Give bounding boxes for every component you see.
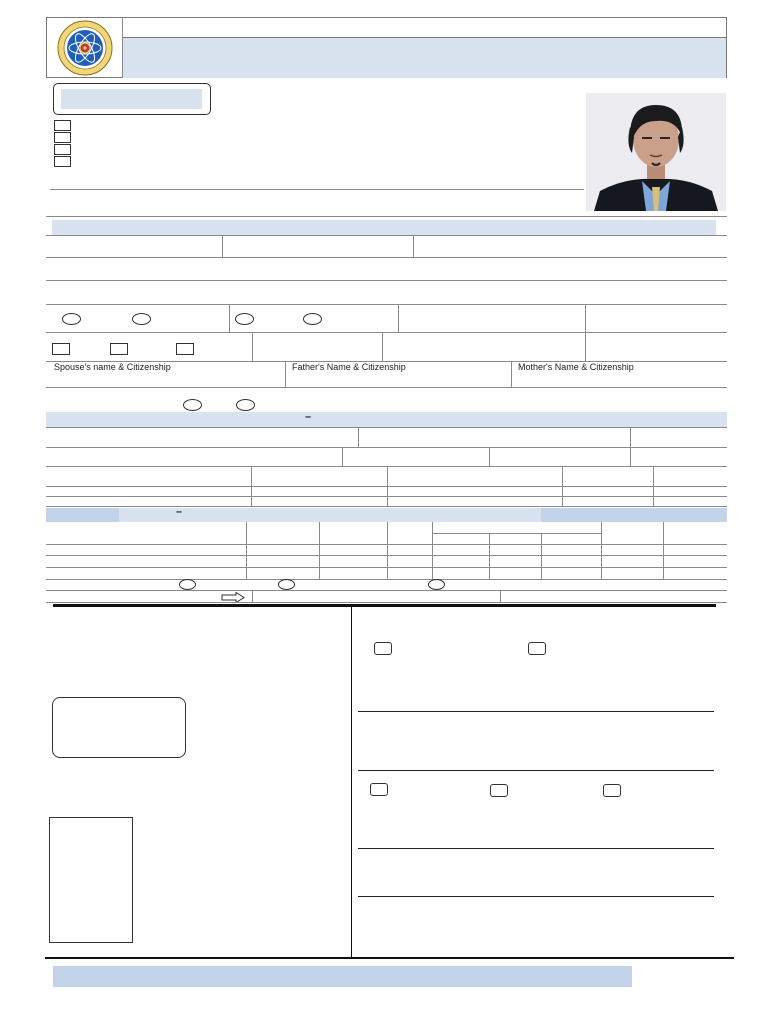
checkbox-option-2[interactable] xyxy=(54,132,71,143)
right-rule-3 xyxy=(358,848,714,849)
option-radio-1[interactable] xyxy=(179,579,196,590)
col-line xyxy=(222,235,223,257)
header-title-band xyxy=(123,37,726,78)
col-line xyxy=(511,361,512,387)
right-rule-4 xyxy=(358,896,714,897)
checkbox-civil-3[interactable] xyxy=(176,343,194,355)
section-top-rule xyxy=(46,216,727,217)
status-radio-2[interactable] xyxy=(303,313,322,325)
checkbox-right-2[interactable] xyxy=(528,642,546,655)
row-line xyxy=(46,579,727,580)
col-line xyxy=(285,361,286,387)
checkbox-civil-2[interactable] xyxy=(110,343,128,355)
col-line xyxy=(541,533,542,579)
row-line xyxy=(46,280,727,281)
row-line xyxy=(46,590,727,591)
yes-radio[interactable] xyxy=(183,399,202,411)
applicant-photo-icon xyxy=(586,93,726,211)
col-line xyxy=(252,332,253,362)
row-line xyxy=(46,496,727,497)
sex-radio-1[interactable] xyxy=(62,313,81,325)
col-line xyxy=(342,447,343,467)
row-line xyxy=(46,235,727,236)
col-line xyxy=(246,522,247,579)
right-rule-2 xyxy=(358,770,714,771)
row-line xyxy=(46,387,727,388)
col-line xyxy=(319,522,320,579)
header-rule xyxy=(50,189,584,190)
checkbox-right-3[interactable] xyxy=(370,783,388,796)
checkbox-option-3[interactable] xyxy=(54,144,71,155)
row-line xyxy=(46,602,727,603)
row-line xyxy=(46,567,727,568)
mother-name-label: Mother's Name & Citizenship xyxy=(518,362,634,372)
exam-band-right xyxy=(541,508,727,522)
application-type-fill[interactable] xyxy=(61,89,202,109)
exam-dash: – xyxy=(176,506,183,518)
checkbox-option-4[interactable] xyxy=(54,156,71,167)
checkbox-option-1[interactable] xyxy=(54,120,71,131)
prc-seal-icon xyxy=(50,20,120,76)
col-line xyxy=(601,522,602,579)
personal-info-band xyxy=(52,220,716,235)
col-line xyxy=(387,522,388,579)
row-line xyxy=(46,257,727,258)
col-line xyxy=(413,235,414,257)
col-line xyxy=(500,590,501,602)
education-dash: – xyxy=(305,411,312,423)
col-line xyxy=(252,590,253,602)
exam-band-left xyxy=(46,508,119,522)
row-line xyxy=(46,427,727,428)
education-band xyxy=(46,412,727,427)
row-line xyxy=(46,304,727,305)
col-line xyxy=(585,304,586,333)
col-line xyxy=(358,427,359,447)
spouse-name-label: Spouse's name & Citizenship xyxy=(54,362,171,372)
col-line xyxy=(489,447,490,467)
row-line xyxy=(46,447,727,448)
sex-radio-2[interactable] xyxy=(132,313,151,325)
col-line xyxy=(585,332,586,362)
col-line xyxy=(229,304,230,333)
row-line xyxy=(46,555,727,556)
father-name-label: Father's Name & Citizenship xyxy=(292,362,406,372)
no-radio[interactable] xyxy=(236,399,255,411)
right-rule-1 xyxy=(358,711,714,712)
checkbox-right-5[interactable] xyxy=(603,784,621,797)
checkbox-right-4[interactable] xyxy=(490,784,508,797)
row-line xyxy=(432,533,601,534)
checkbox-right-1[interactable] xyxy=(374,642,392,655)
footer-band xyxy=(53,966,632,987)
col-line xyxy=(382,332,383,362)
row-line xyxy=(46,486,727,487)
signature-box xyxy=(49,817,133,943)
checkbox-civil-1[interactable] xyxy=(52,343,70,355)
row-line xyxy=(46,332,727,333)
option-radio-3[interactable] xyxy=(428,579,445,590)
col-line xyxy=(663,522,664,579)
bottom-top-rule xyxy=(53,604,716,607)
col-line xyxy=(630,447,631,467)
col-line xyxy=(630,427,631,447)
thumbmark-box xyxy=(52,697,186,758)
col-line xyxy=(489,533,490,579)
row-line xyxy=(46,544,727,545)
col-line xyxy=(398,304,399,333)
row-line xyxy=(46,506,727,507)
bottom-rule xyxy=(45,957,734,959)
status-radio-1[interactable] xyxy=(235,313,254,325)
option-radio-2[interactable] xyxy=(278,579,295,590)
col-line xyxy=(432,522,433,579)
exam-band-mid xyxy=(119,508,541,522)
bottom-divider xyxy=(351,606,352,958)
